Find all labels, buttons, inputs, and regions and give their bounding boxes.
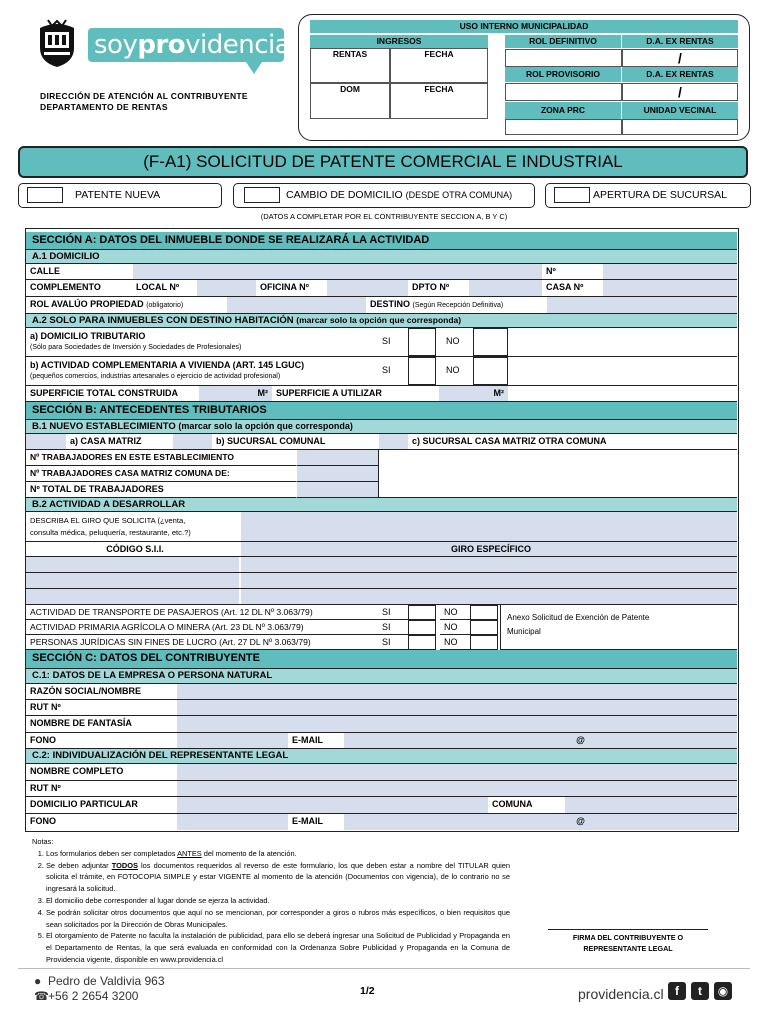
department-name: DIRECCIÓN DE ATENCIÓN AL CONTRIBUYENTE DEPARTAMENTO DE RENTAS — [40, 91, 248, 112]
section-b-title: SECCIÓN B: ANTECEDENTES TRIBUTARIOS — [26, 402, 737, 420]
notes-heading: Notas: — [32, 837, 54, 846]
dom-fecha-cell[interactable]: FECHA — [390, 83, 488, 119]
codigo-sii-input-3[interactable] — [26, 589, 240, 604]
da-ex-rentas-header-1: D.A. EX RENTAS — [622, 35, 738, 48]
agricola-label: ACTIVIDAD PRIMARIA AGRÍCOLA O MINERA (Art. 23 DL Nº 3.063/79) — [26, 620, 378, 635]
rep-fono-input[interactable] — [176, 814, 288, 830]
calle-label: CALLE — [30, 266, 60, 276]
lucro-si-checkbox[interactable] — [408, 635, 436, 650]
trabajadores-block — [26, 450, 737, 498]
actividad-no-checkbox[interactable] — [473, 357, 508, 385]
zona-prc-header: ZONA PRC — [505, 102, 621, 119]
casa-matriz-label: a) CASA MATRIZ — [70, 436, 142, 446]
lucro-si-label: SI — [378, 635, 408, 650]
uso-interno-box — [298, 14, 750, 141]
superficie-utilizar-input[interactable]: M² — [438, 386, 508, 401]
domicilio-tributario-row — [26, 328, 737, 357]
da-ex-rentas-header-2: D.A. EX RENTAS — [622, 67, 738, 82]
superficie-construida-input[interactable]: M² — [198, 386, 272, 401]
rep-email-label: E-MAIL — [292, 816, 323, 826]
superficie-utilizar-label: SUPERFICIE A UTILIZAR — [276, 388, 382, 398]
agricola-no-label: NO — [440, 620, 470, 635]
rut-row — [26, 700, 737, 716]
location-pin-icon: ● — [34, 974, 42, 988]
rut-label: RUT Nº — [30, 702, 61, 712]
trab-est-label: Nº TRABAJADORES EN ESTE ESTABLECIMIENTO — [26, 450, 296, 466]
zona-prc-field[interactable] — [505, 119, 622, 135]
giro-description-row — [26, 512, 737, 542]
a1-title: A.1 DOMICILIO — [26, 250, 737, 264]
facebook-icon[interactable]: f — [668, 982, 686, 1000]
email-input[interactable]: @ — [343, 733, 737, 748]
agricola-si-checkbox[interactable] — [408, 620, 436, 635]
footer-address: Pedro de Valdivia 963 — [48, 974, 165, 988]
transporte-no-label: NO — [440, 605, 470, 620]
agricola-si-label: SI — [378, 620, 408, 635]
rep-fono-row — [26, 814, 737, 830]
sucursal-otra-checkbox[interactable] — [378, 434, 408, 449]
trab-matriz-input[interactable] — [296, 466, 378, 482]
ingresos-header: INGRESOS — [310, 35, 488, 48]
domicilio-no-checkbox[interactable] — [473, 328, 508, 356]
dom-cell[interactable]: DOM — [310, 83, 390, 119]
note-4: 4. Se podrán solicitar otros documentos que aquí no se mencionan, por corresponder a giros o rubros más específicos, o bien requisitos que sean solicitados por la Dirección de Obras Municipales. — [46, 907, 510, 931]
giro-description-input[interactable] — [240, 512, 737, 541]
giro-especifico-header: GIRO ESPECÍFICO — [240, 542, 737, 556]
trab-est-input[interactable] — [296, 450, 378, 466]
rut-input[interactable] — [176, 700, 737, 715]
transporte-si-label: SI — [378, 605, 408, 620]
unidad-vecinal-field[interactable] — [622, 119, 738, 135]
b2-title: B.2 ACTIVIDAD A DESARROLLAR — [26, 498, 737, 512]
actividad-complementaria-label: b) ACTIVIDAD COMPLEMENTARIA A VIVIENDA (ART. 145 LGUC) (pequeños comercios, industrias artesanales o ejercicio de actividad profesional) — [30, 360, 305, 380]
nombre-completo-row — [26, 764, 737, 781]
rol-definitivo-field[interactable] — [505, 49, 622, 67]
fono-label: FONO — [30, 735, 56, 745]
fantasia-label: NOMBRE DE FANTASÍA — [30, 718, 132, 728]
lucro-no-checkbox[interactable] — [470, 635, 498, 650]
rol-row — [26, 297, 737, 314]
complemento-row — [26, 280, 737, 297]
casa-label: CASA Nº — [546, 282, 584, 292]
giro-row-1 — [26, 557, 737, 573]
footer-contact — [34, 974, 165, 1004]
codigo-sii-input-1[interactable] — [26, 557, 240, 572]
anexo-note: Anexo Solicitud de Exención de Patente Municipal — [500, 605, 737, 650]
sucursal-comunal-label: b) SUCURSAL COMUNAL — [216, 436, 326, 446]
section-c-title: SECCIÓN C: DATOS DEL CONTRIBUYENTE — [26, 650, 737, 669]
patente-nueva-checkbox[interactable] — [27, 187, 63, 203]
instagram-icon[interactable]: ◉ — [714, 982, 732, 1000]
domicilio-si-checkbox[interactable] — [408, 328, 436, 356]
fantasia-input[interactable] — [176, 716, 737, 732]
note-2: 2. Se deben adjuntar TODOS los documentos requeridos al reverso de este formulario, los que deben estar a nombre del TITULAR quien solicita el trámite, en FOTOCOPIA SIMPLE y estar VIGENTE al momento de la atención (Documentos con vigencia), de lo contrario no se ingresará la solicitud. — [46, 860, 510, 895]
uso-interno-title: USO INTERNO MUNICIPALIDAD — [310, 20, 738, 33]
page-number: 1/2 — [360, 985, 375, 997]
rep-rut-label: RUT Nº — [30, 783, 61, 793]
rol-input[interactable] — [226, 297, 366, 313]
sucursal-otra-label: c) SUCURSAL CASA MATRIZ OTRA COMUNA — [412, 436, 607, 446]
razon-social-row — [26, 684, 737, 700]
lucro-label: PERSONAS JURÍDICAS SIN FINES DE LUCRO (Art. 27 DL Nº 3.063/79) — [26, 635, 378, 650]
email-label: E-MAIL — [292, 735, 323, 745]
note-5: 5. El otorgamiento de Patente no faculta la instalación de publicidad, para ello se deberá ingresar una Solicitud de Publicidad y Propaganda en el Departamento de Rentas, la que será evaluada en conformidad con la Ordenanza Sobre Publicidad y Propaganda en la Comuna de Providencia vigente, disponible en www.providencia.cl — [46, 930, 510, 965]
b1-title: B.1 NUEVO ESTABLECIMIENTO (marcar solo la opción que corresponda) — [26, 420, 737, 434]
domicilio-particular-input[interactable] — [176, 797, 488, 813]
local-input[interactable] — [196, 280, 256, 296]
giro-row-2 — [26, 573, 737, 589]
agricola-no-checkbox[interactable] — [470, 620, 498, 635]
superficie-row — [26, 386, 737, 402]
actividad-si-checkbox[interactable] — [408, 357, 436, 385]
superficie-construida-label: SUPERFICIE TOTAL CONSTRUIDA — [30, 388, 179, 398]
note-1: 1. Los formularios deben ser completados ANTES del momento de la atención. — [46, 848, 510, 860]
da-ex-rentas-field-1[interactable]: / — [622, 49, 738, 67]
domicilio-particular-row — [26, 797, 737, 814]
rep-rut-row — [26, 781, 737, 797]
giro-row-3 — [26, 589, 737, 605]
lucro-no-label: NO — [440, 635, 470, 650]
rol-provisorio-field[interactable] — [505, 83, 622, 101]
giro-especifico-input-1[interactable] — [240, 557, 737, 572]
razon-social-label: RAZÓN SOCIAL/NOMBRE — [30, 686, 141, 696]
complemento-label: COMPLEMENTO — [30, 282, 101, 292]
rentas-cell[interactable]: RENTAS — [310, 48, 390, 83]
giro-especifico-input-2[interactable] — [240, 573, 737, 588]
option-apertura-sucursal[interactable]: APERTURA DE SUCURSAL — [545, 183, 751, 208]
rentas-fecha-cell[interactable]: FECHA — [390, 48, 488, 83]
codigo-sii-input-2[interactable] — [26, 573, 240, 588]
nombre-completo-label: NOMBRE COMPLETO — [30, 766, 124, 776]
brand-logo-tail — [246, 62, 262, 74]
domicilio-no-label: NO — [446, 336, 460, 346]
firma-signature-line: FIRMA DEL CONTRIBUYENTE O REPRESENTANTE LEGAL — [548, 929, 708, 954]
footer-divider — [18, 968, 750, 969]
actividad-complementaria-row — [26, 357, 737, 386]
domicilio-particular-label: DOMICILIO PARTICULAR — [30, 799, 138, 809]
comuna-label: COMUNA — [492, 799, 533, 809]
exenciones-block — [26, 605, 737, 650]
domicilio-si-label: SI — [382, 336, 391, 346]
twitter-icon[interactable]: t — [691, 982, 709, 1000]
dpto-input[interactable] — [468, 280, 542, 296]
actividad-si-label: SI — [382, 365, 391, 375]
transporte-label: ACTIVIDAD DE TRANSPORTE DE PASAJEROS (Art. 12 DL Nº 3.063/79) — [26, 605, 378, 620]
main-form — [25, 228, 739, 832]
giro-header-row — [26, 542, 737, 557]
trab-total-input[interactable] — [296, 482, 378, 498]
notes-section — [32, 836, 510, 966]
c2-title: C.2: INDIVIDUALIZACIÓN DEL REPRESENTANTE LEGAL — [26, 749, 737, 764]
unidad-vecinal-header: UNIDAD VECINAL — [622, 102, 738, 119]
fono-input[interactable] — [176, 733, 288, 748]
phone-icon: ☎ — [34, 989, 49, 1003]
rep-rut-input[interactable] — [176, 781, 737, 796]
dpto-label: DPTO Nº — [412, 282, 450, 292]
trab-total-label: Nº TOTAL DE TRABAJADORES — [26, 482, 296, 498]
rol-label: ROL AVALÚO PROPIEDAD (obligatorio) — [30, 299, 184, 309]
actividad-no-label: NO — [446, 365, 460, 375]
transporte-si-checkbox[interactable] — [408, 605, 436, 620]
destino-label: DESTINO (Según Recepción Definitiva) — [370, 299, 504, 309]
nombre-completo-input[interactable] — [176, 764, 737, 780]
cambio-domicilio-checkbox[interactable] — [244, 187, 280, 203]
establecimiento-options-row — [26, 434, 737, 450]
oficina-input[interactable] — [326, 280, 408, 296]
codigo-sii-header: CÓDIGO S.I.I. — [106, 544, 164, 554]
form-title: (F-A1) SOLICITUD DE PATENTE COMERCIAL E INDUSTRIAL — [18, 146, 748, 178]
da-ex-rentas-field-2[interactable]: / — [622, 83, 738, 101]
option-patente-nueva[interactable]: PATENTE NUEVA — [18, 183, 222, 208]
destino-input[interactable] — [546, 297, 737, 313]
comuna-input[interactable] — [564, 797, 737, 813]
footer-phone: +56 2 2654 3200 — [48, 989, 139, 1003]
casa-matriz-checkbox[interactable] — [26, 434, 66, 449]
rol-definitivo-header: ROL DEFINITIVO — [505, 35, 621, 48]
local-label: LOCAL Nº — [136, 282, 180, 292]
rep-email-input[interactable]: @ — [343, 814, 737, 830]
casa-input[interactable] — [602, 280, 737, 296]
trab-matriz-label: Nº TRABAJADORES CASA MATRIZ COMUNA DE: — [26, 466, 296, 482]
razon-social-input[interactable] — [176, 684, 737, 699]
calle-input[interactable] — [132, 264, 542, 279]
oficina-label: OFICINA Nº — [260, 282, 309, 292]
option-cambio-domicilio[interactable]: CAMBIO DE DOMICILIO (DESDE OTRA COMUNA) — [233, 183, 535, 208]
sucursal-comunal-checkbox[interactable] — [172, 434, 212, 449]
fono-row — [26, 733, 737, 749]
rep-fono-label: FONO — [30, 816, 56, 826]
note-3: 3. El domicilio debe corresponder al lugar donde se ejerza la actividad. — [46, 895, 510, 907]
fantasia-row — [26, 716, 737, 733]
a2-title: A.2 SOLO PARA INMUEBLES CON DESTINO HABITACIÓN (marcar solo la opción que corresponda) — [26, 314, 737, 328]
numero-input[interactable] — [602, 264, 737, 279]
section-a-title: SECCIÓN A: DATOS DEL INMUEBLE DONDE SE REALIZARÁ LA ACTIVIDAD — [26, 232, 737, 250]
datos-note: (DATOS A COMPLETAR POR EL CONTRIBUYENTE SECCION A, B Y C) — [260, 212, 508, 221]
footer-website[interactable]: providencia.cl — [578, 986, 664, 1002]
municipal-crest-icon — [36, 18, 78, 68]
giro-especifico-input-3[interactable] — [240, 589, 737, 604]
giro-description-label: DESCRIBA EL GIRO QUE SOLICITA (¿venta, consulta médica, peluquería, restaurante, etc.?) — [30, 516, 191, 537]
brand-logo: soyprovidencia — [88, 28, 284, 62]
calle-row — [26, 264, 737, 280]
trabajadores-blank — [378, 450, 737, 498]
domicilio-tributario-label: a) DOMICILIO TRIBUTARIO (Sólo para Sociedades de Inversión y Sociedades de Profesionales) — [30, 331, 242, 351]
c1-title: C.1: DATOS DE LA EMPRESA O PERSONA NATURAL — [26, 669, 737, 684]
transporte-no-checkbox[interactable] — [470, 605, 498, 620]
apertura-sucursal-checkbox[interactable] — [554, 187, 590, 203]
numero-label: Nº — [546, 266, 556, 276]
rol-provisorio-header: ROL PROVISORIO — [505, 67, 621, 82]
